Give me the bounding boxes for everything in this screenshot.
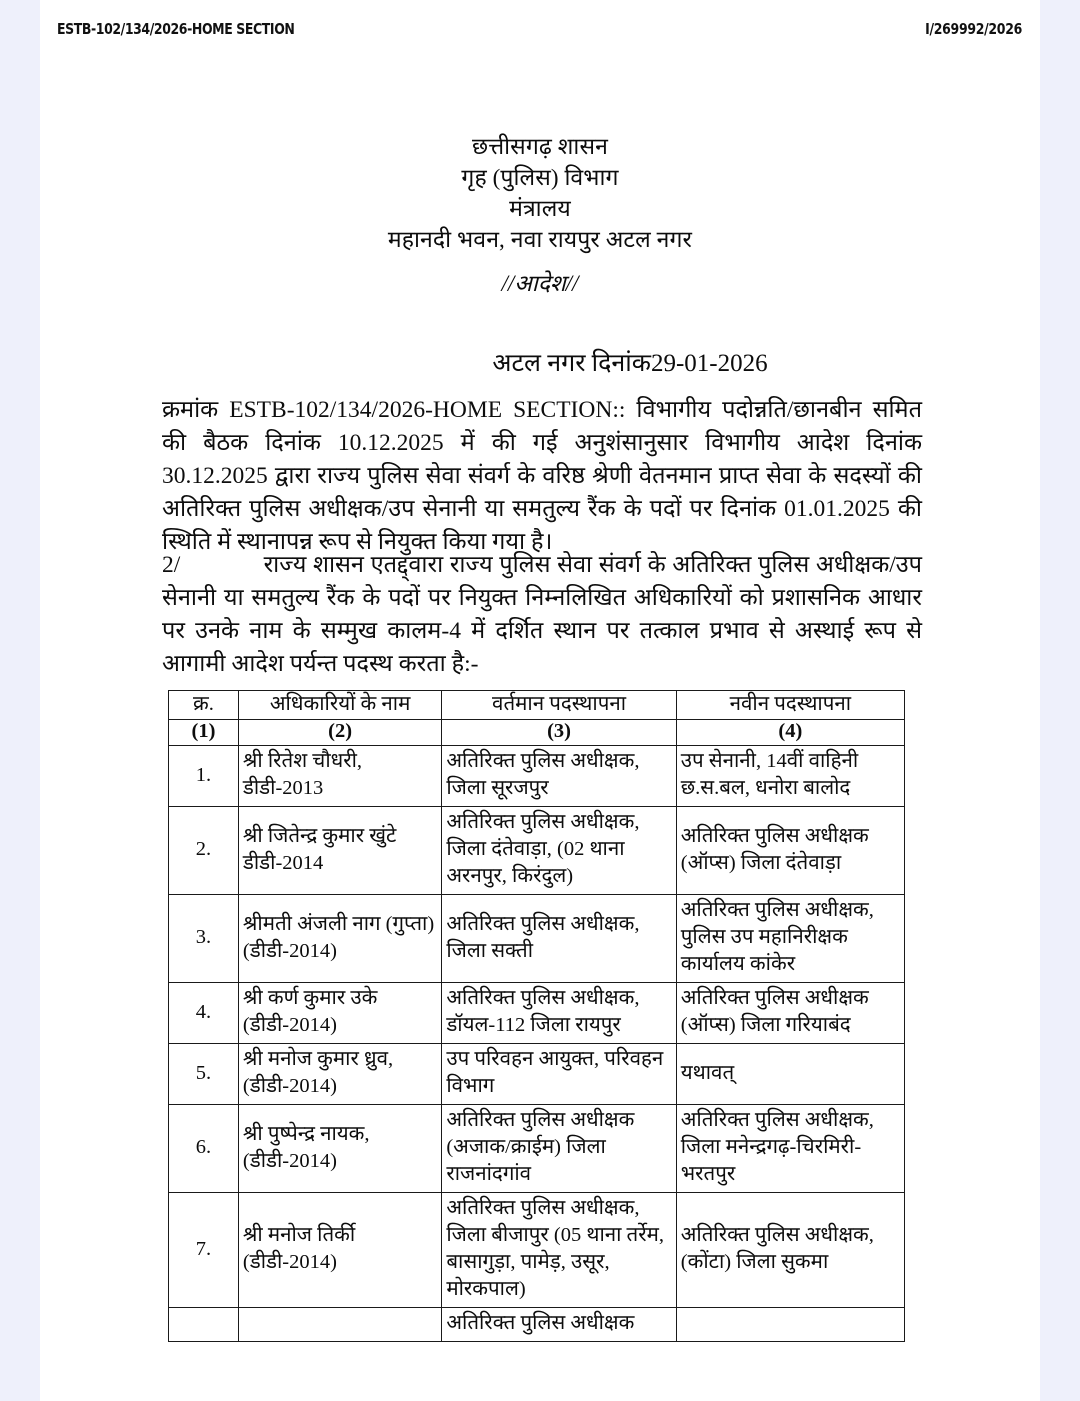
place-date-line: अटल नगर दिनांक29-01-2026 (492, 350, 768, 377)
cell-line: 2. (195, 838, 212, 860)
cell-sno (169, 1308, 239, 1342)
cell-sno (169, 1044, 239, 1105)
cell-officer-name (238, 1193, 441, 1308)
table-header-row (169, 691, 905, 720)
cell-sno (169, 1193, 239, 1308)
table-row (169, 1193, 905, 1308)
cell-line: श्रीमती अंजली नाग (गुप्ता) (242, 912, 435, 935)
table-row (169, 807, 905, 895)
paragraph-two-marker: 2/ (162, 552, 181, 578)
cell-new-posting (676, 746, 904, 807)
table-row (169, 1308, 905, 1342)
cell-line: डीडी-2014 (242, 851, 324, 874)
cell-officer-name (238, 895, 441, 983)
col-header-current: वर्तमान पदस्थापना (442, 691, 676, 720)
cell-new-posting (676, 1044, 904, 1105)
cell-line: 1. (195, 763, 212, 786)
cell-line: (डीडी-2014) (242, 939, 337, 962)
cell-line: अतिरिक्त पुलिस अधीक्षक (446, 1312, 635, 1334)
cell-line: श्री पुष्पेन्द्र नायक, (242, 1122, 370, 1145)
organization-heading (40, 131, 1040, 255)
cell-line: श्री मनोज तिर्की (242, 1224, 356, 1246)
cell-line: श्री कर्ण कुमार उके (242, 987, 378, 1009)
paragraph-one: क्रमांक ESTB-102/134/2026-HOME SECTION:: विभागीय पदोन्नति/छानबीन समित की बैठक दिनांक 10.12.2025 में की गई अनुशंसानुसार विभागीय आदेश दिनांक 30.12.2025 द्वारा राज्य पुलिस सेवा संवर्ग के वरिष्ठ श्रेणी वेतनमान प्राप्त सेवा के सदस्यों की अतिरिक्त पुलिस अधीक्षक/उप सेनानी या समतुल्य रैंक के पदों पर दिनांक 01.01.2025 की स्थिति में स्थानापन्न रूप से नियुक्त किया गया है। (162, 397, 922, 555)
cell-current-posting (442, 895, 676, 983)
cell-line: अतिरिक्त पुलिस अधीक्षक, जिला मनेन्द्रगढ़-चिरमिरी-भरतपुर (680, 1109, 874, 1185)
cell-line: श्री जितेन्द्र कुमार खुंटे (242, 824, 397, 847)
cell-new-posting (676, 983, 904, 1044)
cell-new-posting (676, 807, 904, 895)
cell-line: (डीडी-2014) (242, 1251, 337, 1273)
table-row (169, 1105, 905, 1193)
cell-line: अतिरिक्त पुलिस अधीक्षक (ऑप्स) जिला दंतेवाड़ा (680, 824, 869, 874)
cell-line: (डीडी-2014) (242, 1014, 337, 1036)
header-diary-number: I/269992/2026 (925, 20, 1022, 38)
cell-line: उप सेनानी, 14वीं वाहिनी छ.स.बल, धनोरा बालोद (680, 750, 859, 799)
cell-line: 4. (195, 1000, 212, 1023)
cell-line: अतिरिक्त पुलिस अधीक्षक (अजाक/क्राईम) जिला राजनांदगांव (446, 1109, 635, 1185)
table-row (169, 895, 905, 983)
cell-line: (डीडी-2014) (242, 1149, 337, 1172)
org-line-department: गृह (पुलिस) विभाग (461, 165, 619, 190)
org-line-ministry: मंत्रालय (509, 196, 571, 221)
cell-current-posting (442, 746, 676, 807)
cell-new-posting (676, 1193, 904, 1308)
colnum-1: (1) (169, 720, 239, 746)
cell-line: अतिरिक्त पुलिस अधीक्षक, (कोंटा) जिला सुकमा (680, 1224, 874, 1273)
cell-line: (डीडी-2014) (242, 1075, 337, 1097)
document-page (40, 0, 1040, 1401)
col-header-sno: क्र. (169, 691, 239, 720)
cell-line: श्री रितेश चौधरी, (242, 750, 363, 772)
cell-current-posting (442, 807, 676, 895)
order-label: //आदेश// (501, 271, 579, 296)
cell-line: अतिरिक्त पुलिस अधीक्षक, डॉयल-112 जिला रायपुर (446, 987, 640, 1036)
cell-current-posting (442, 1308, 676, 1342)
cell-new-posting (676, 1105, 904, 1193)
cell-line: उप परिवहन आयुक्त, परिवहन विभाग (446, 1048, 664, 1097)
cell-line: 7. (195, 1237, 212, 1260)
cell-line: यथावत् (680, 1061, 735, 1084)
cell-line: श्री मनोज कुमार ध्रुव, (242, 1048, 394, 1070)
cell-line: अतिरिक्त पुलिस अधीक्षक, पुलिस उप महानिरीक्षक कार्यालय कांकेर (680, 899, 874, 975)
colnum-3: (3) (442, 720, 676, 746)
cell-sno (169, 807, 239, 895)
postings-table (168, 690, 905, 1342)
cell-officer-name (238, 746, 441, 807)
org-line-address: महानदी भवन, नवा रायपुर अटल नगर (387, 227, 693, 252)
table-row (169, 1044, 905, 1105)
postings-table-body (169, 746, 905, 1342)
colnum-4: (4) (676, 720, 904, 746)
colnum-2: (2) (238, 720, 441, 746)
cell-current-posting (442, 983, 676, 1044)
cell-officer-name (238, 983, 441, 1044)
org-line-state: छत्तीसगढ़ शासन (472, 134, 608, 159)
cell-new-posting (676, 1308, 904, 1342)
cell-officer-name (238, 1308, 441, 1342)
cell-current-posting (442, 1193, 676, 1308)
cell-line: 5. (195, 1061, 212, 1084)
cell-officer-name (238, 1105, 441, 1193)
table-row (169, 746, 905, 807)
cell-line: अतिरिक्त पुलिस अधीक्षक, जिला सूरजपुर (446, 750, 640, 799)
page-header (40, 20, 1040, 38)
cell-line: अतिरिक्त पुलिस अधीक्षक, जिला दंतेवाड़ा, (02 थाना अरनपुर, किरंदुल) (446, 811, 640, 887)
cell-officer-name (238, 807, 441, 895)
cell-sno (169, 983, 239, 1044)
table-colnum-row (169, 720, 905, 746)
table-row (169, 983, 905, 1044)
cell-officer-name (238, 1044, 441, 1105)
cell-sno (169, 895, 239, 983)
cell-line: डीडी-2013 (242, 777, 324, 799)
cell-current-posting (442, 1044, 676, 1105)
paragraph-two (162, 549, 922, 681)
cell-new-posting (676, 895, 904, 983)
col-header-new: नवीन पदस्थापना (676, 691, 904, 720)
cell-line: 6. (195, 1136, 212, 1158)
cell-line: अतिरिक्त पुलिस अधीक्षक, जिला बीजापुर (05 थाना तर्रेम, बासागुड़ा, पामेड़, उसूर, मोरकपाल) (446, 1197, 665, 1300)
cell-sno (169, 746, 239, 807)
col-header-name: अधिकारियों के नाम (238, 691, 441, 720)
cell-line: अतिरिक्त पुलिस अधीक्षक (ऑप्स) जिला गरियाबंद (680, 987, 869, 1036)
cell-line: 3. (195, 926, 212, 948)
cell-current-posting (442, 1105, 676, 1193)
cell-sno (169, 1105, 239, 1193)
paragraph-two-text: राज्य शासन एतद्द्वारा राज्य पुलिस सेवा संवर्ग के अतिरिक्त पुलिस अधीक्षक/उप सेनानी या समतुल्य रैंक के पदों पर नियुक्त निम्नलिखित अधिकारियों को प्रशासनिक आधार पर उनके नाम के सम्मुख कालम-4 में दर्शित स्थान पर तत्काल प्रभाव से अस्थाई रूप से आगामी आदेश पर्यन्त पदस्थ करता है:- (162, 552, 923, 677)
cell-line: अतिरिक्त पुलिस अधीक्षक, जिला सक्ती (446, 912, 640, 962)
header-file-number: ESTB-102/134/2026-HOME SECTION (57, 20, 295, 38)
